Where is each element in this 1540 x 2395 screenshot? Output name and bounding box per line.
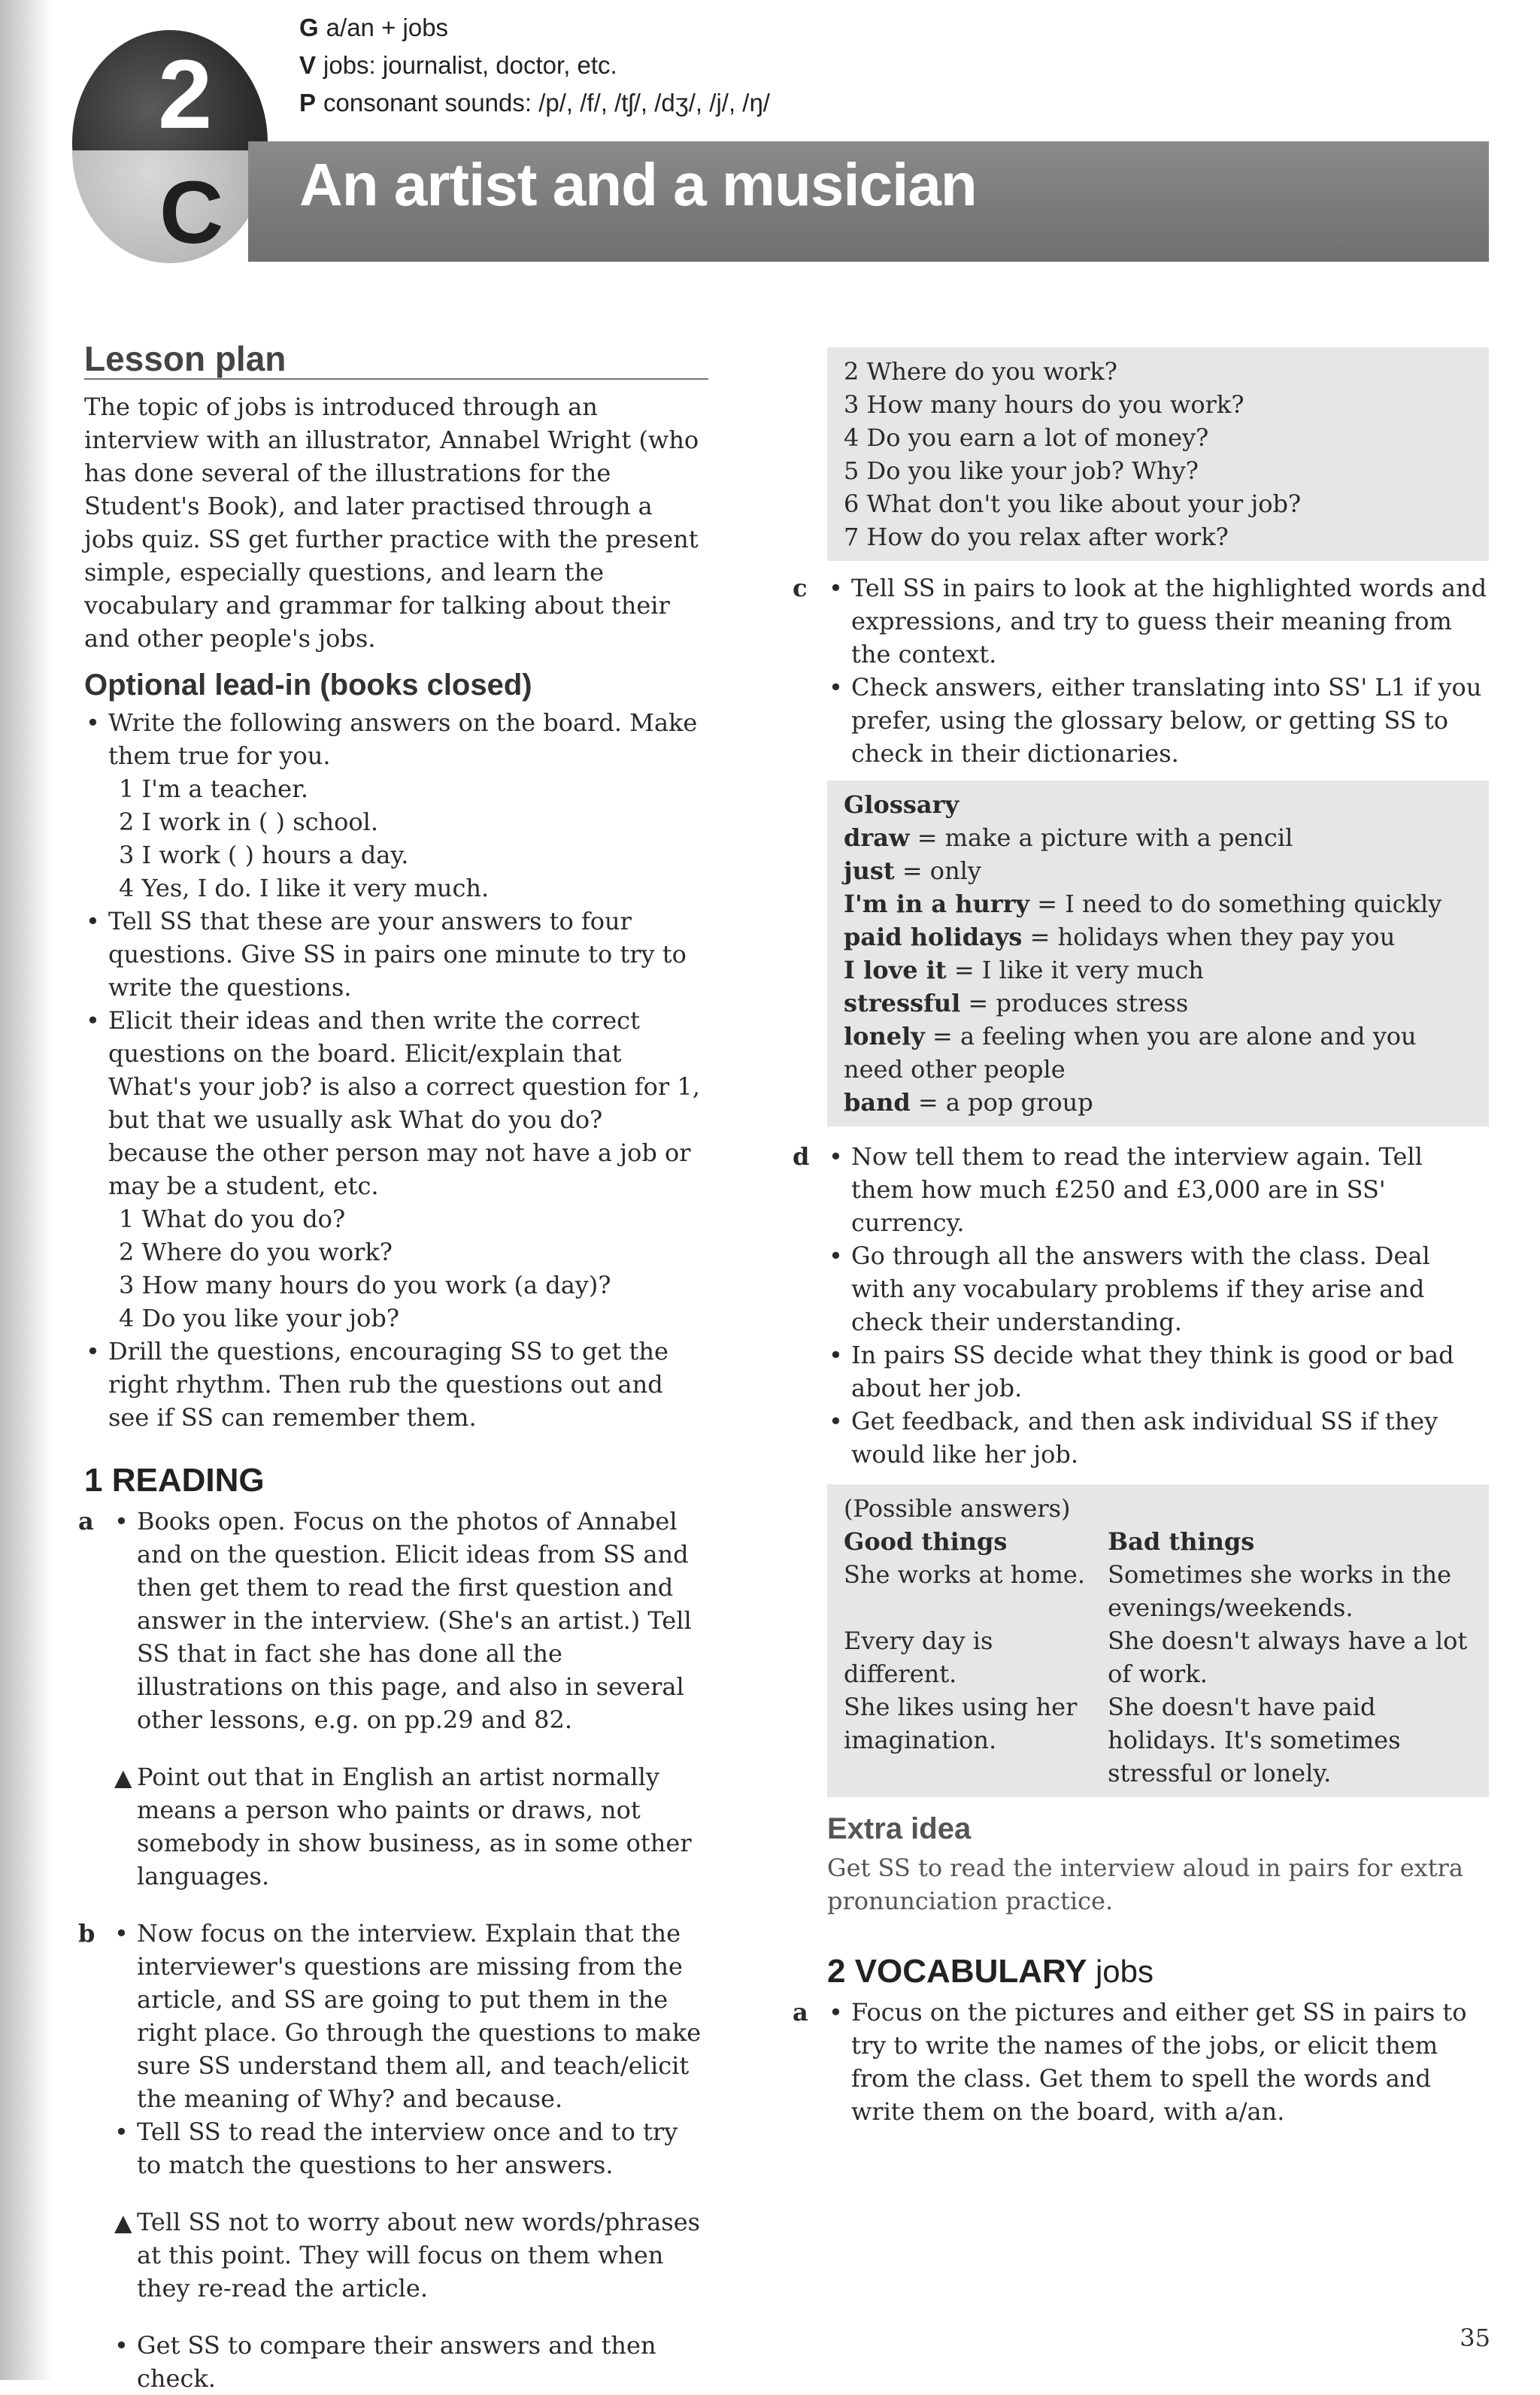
question-item: 7 How do you relax after work? (844, 523, 1229, 551)
warning-icon: ▲ (108, 1762, 138, 1795)
exercise-label-d: d (793, 1142, 810, 1171)
answer-line: 4 Yes, I do. I like it very much. (119, 874, 490, 902)
answer-line: 2 I work in ( ) school. (119, 808, 379, 836)
right-column (793, 347, 1489, 2128)
reading-a-text: • Books open. Focus on the photos of Annabel and on the question. Elicit ideas from SS and then get them to read the first question and answer in the interview. (She's an artist.) Tell SS that in fact she has done all the illustrations on this page, and also in several other lessons, e.g. on pp.29 and 82. (113, 1505, 708, 1736)
possible-answers-label: (Possible answers) (844, 1494, 1071, 1523)
lead-in-bullet: • Drill the questions, encouraging SS to get the right rhythm. Then rub the questions out and see if SS can remember them. (84, 1335, 708, 1434)
d-bullet: • In pairs SS decide what they think is good or bad about her job. (827, 1338, 1489, 1405)
meta-vocabulary: V jobs: journalist, doctor, etc. (299, 51, 617, 79)
table-header-row (844, 1525, 1472, 1558)
answers-table (844, 1525, 1472, 1790)
exercise-label-c: c (793, 574, 808, 602)
glossary-entry: band = a pop group (844, 1088, 1093, 1117)
warning-note: ▲ Tell SS not to worry about new words/phrases at this point. They will focus on them when they re-read the article. (108, 2207, 701, 2303)
question-item: 5 Do you like your job? Why? (844, 456, 1199, 485)
lead-in-bullet: • Tell SS that these are your answers to four questions. Give SS in pairs one minute to try to write the questions. (84, 905, 708, 1004)
exercise-label-a: a (793, 1998, 808, 2027)
lesson-plan-heading: Lesson plan (84, 342, 708, 380)
good-cell: She likes using her imagination. (844, 1693, 1078, 1754)
vocabulary-heading: 2 VOCABULARY jobs (827, 1953, 1154, 1990)
extra-idea-heading: Extra idea (827, 1812, 972, 1845)
question-item: 6 What don't you like about your job? (844, 490, 1302, 518)
c-bullet: • Tell SS in pairs to look at the highlighted words and expressions, and try to guess their meaning from the context. (827, 571, 1489, 671)
glossary-entry: I'm in a hurry = I need to do something quickly (844, 890, 1442, 918)
good-cell: Every day is different. (844, 1626, 993, 1688)
meta-pronunciation: P consonant sounds: /p/, /f/, /tʃ/, /dʒ/, /j/, /ŋ/ (299, 89, 770, 117)
extra-idea-text: Get SS to read the interview aloud in pairs for extra pronunciation practice. (827, 1854, 1463, 1915)
question-line: 1 What do you do? (119, 1205, 346, 1233)
exercise-label-a: a (78, 1507, 94, 1536)
d-bullet: • Go through all the answers with the class. Deal with any vocabulary problems if they arise and check their understanding. (827, 1239, 1489, 1338)
question-line: 4 Do you like your job? (119, 1304, 399, 1332)
d-bullet: • Get feedback, and then ask individual SS if they would like her job. (827, 1405, 1489, 1471)
c-bullet: • Check answers, either translating into SS' L1 if you prefer, using the glossary below, or getting SS to check in their dictionaries. (827, 671, 1489, 770)
glossary-title: Glossary (844, 790, 959, 819)
good-things-heading: Good things (844, 1527, 1008, 1556)
lead-in-heading: Optional lead-in (books closed) (84, 668, 532, 702)
vocabulary-a-text: • Focus on the pictures and either get SS in pairs to try to write the names of the jobs, or elicit them from the class. Get them to spell the words and write them on the board, with a/an. (827, 1996, 1489, 2128)
bad-cell: Sometimes she works in the evenings/weekends. (1108, 1560, 1452, 1622)
answer-line: 3 I work ( ) hours a day. (119, 841, 409, 869)
possible-answers-box (827, 1484, 1489, 1797)
reading-heading: 1 READING (84, 1462, 265, 1499)
d-bullet: • Now tell them to read the interview again. Tell them how much £250 and £3,000 are in SS' currency. (827, 1140, 1489, 1239)
question-item: 3 How many hours do you work? (844, 390, 1244, 419)
glossary-box (827, 781, 1489, 1126)
question-item: 4 Do you earn a lot of money? (844, 423, 1209, 452)
reading-b-text: • Now focus on the interview. Explain that the interviewer's questions are missing from the article, and SS are going to put them in the right place. Go through the questions to make sure SS understand them all, and teach/elicit the meaning of Why? and because. (113, 1917, 708, 2115)
answer-line: 1 I'm a teacher. (119, 775, 309, 803)
lead-in-bullet: • Elicit their ideas and then write the correct questions on the board. Elicit/explain that What's your job? is also a correct question for 1, but that we usually ask What do you do? because the other person may not have a job or may be a student, etc. (84, 1004, 708, 1202)
warning-note: ▲ Point out that in English an artist normally means a person who paints or draws, not somebody in show business, as in some other languages. (108, 1762, 692, 1890)
table-row (844, 1690, 1472, 1790)
bad-cell: She doesn't always have a lot of work. (1108, 1626, 1468, 1688)
glossary-entry: just = only (844, 856, 981, 885)
table-row (844, 1624, 1472, 1690)
question-line: 3 How many hours do you work (a day)? (119, 1271, 611, 1299)
lead-in-bullet: • Write the following answers on the board. Make them true for you. (84, 706, 708, 772)
glossary-entry: stressful = produces stress (844, 989, 1189, 1017)
glossary-entry: lonely = a feeling when you are alone and you need other people (844, 1022, 1417, 1084)
bad-things-heading: Bad things (1108, 1527, 1255, 1556)
bad-cell: She doesn't have paid holidays. It's sometimes stressful or lonely. (1108, 1693, 1401, 1787)
left-column (78, 339, 708, 2395)
page-edge-shadow (0, 0, 53, 2380)
warning-icon: ▲ (108, 2207, 138, 2240)
good-cell: She works at home. (844, 1560, 1086, 1589)
reading-b-bullet: • Tell SS to read the interview once and to try to match the questions to her answers. (113, 2115, 708, 2181)
reading-b-bullet: • Get SS to compare their answers and then check. (113, 2329, 708, 2395)
unit-number: 2 (158, 39, 213, 149)
question-item: 2 Where do you work? (844, 357, 1117, 386)
page-number: 35 (1460, 2324, 1490, 2352)
glossary-entry: draw = make a picture with a pencil (844, 823, 1293, 852)
exercise-label-b: b (78, 1919, 95, 1948)
question-line: 2 Where do you work? (119, 1238, 393, 1266)
unit-letter: C (159, 163, 224, 262)
lesson-plan-text: The topic of jobs is introduced through an interview with an illustrator, Annabel Wright (who has done several of the illustrations for the Student's Book), and later practised through a jobs quiz. SS get further practice with the present simple, especially questions, and learn the vocabulary and grammar for talking about their and other people's jobs. (84, 393, 699, 653)
page-title: An artist and a musician (299, 151, 977, 218)
questions-box (827, 347, 1489, 561)
table-row (844, 1558, 1472, 1624)
glossary-entry: I love it = I like it very much (844, 956, 1204, 984)
glossary-entry: paid holidays = holidays when they pay you (844, 923, 1396, 951)
meta-grammar: G a/an + jobs (299, 14, 449, 41)
